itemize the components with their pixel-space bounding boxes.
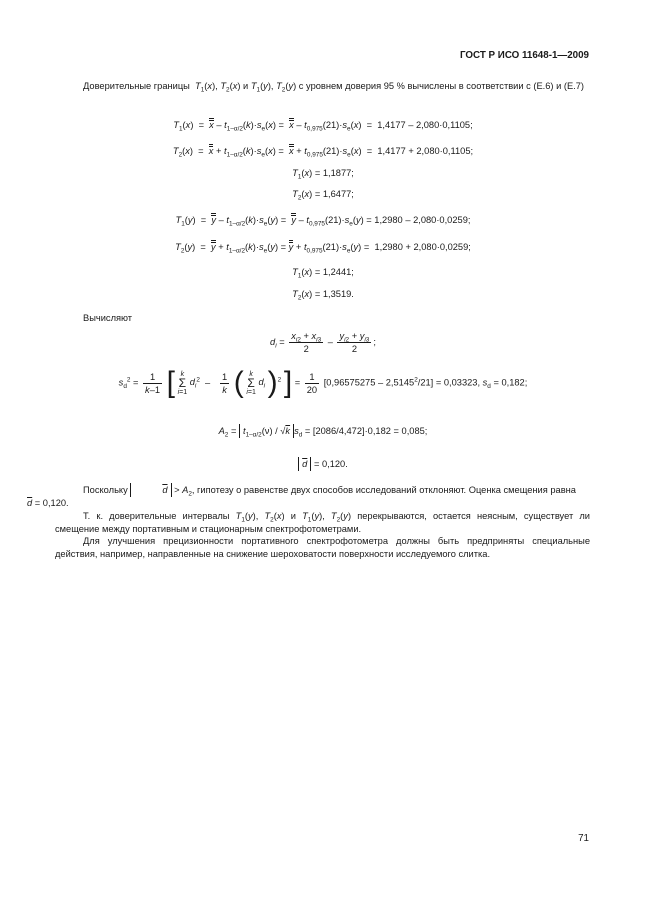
- formula-t2x: $T_2(x) = x + t_{1-\alpha/2}(k)\cdot s_e(x) = x + t_{0,975}(21)\cdot s_e(x) = 1,4177 + 2,080\cdot 0,1105$;: [172, 146, 474, 159]
- interval-paragraph: Т. к. доверительные интервалы $T_1(y)$, $T_2(x)$ и $T_1(y)$, $T_2(y)$ перекрываются, остается неясным, существует ли смещение между портативным и стационарным спектрофотометрами.: [55, 511, 590, 534]
- since-paragraph: Поскольку $\overline{d} > A_2$, гипотезу о равенстве двух способов исследований отклоняют. Оценка смещения равна $\overline{d} = 0,120$.: [27, 485, 576, 508]
- page-header: ГОСТ Р ИСО 11648-1—2009: [459, 50, 589, 61]
- fraction-y: $\frac{y_{i2} + y_{i3}}{2}$: [339, 331, 370, 354]
- result-t2x: $T_2(x) = 1,6477$;: [292, 189, 354, 202]
- result-t1x: $T_1(x) = 1,1877$;: [292, 168, 354, 181]
- result-t1y: $T_1(x) = 1,2441$;: [292, 267, 354, 280]
- formula-t1x: $T_1(x) = x - t_{1-\alpha/2}(k)\cdot s_e(x) = x - t_{0,975}(21)\cdot s_e(x) = 1,4177 - 2,080\cdot 0,1105$;: [173, 120, 473, 133]
- page-number: 71: [578, 833, 589, 844]
- formula-dbar: $\overline{d} = 0,120$.: [0, 457, 646, 471]
- fraction-x: $\frac{x_{i2} + x_{i3}}{2}$: [291, 331, 322, 354]
- result-t2y: $T_2(x) = 1,3519$.: [292, 289, 354, 302]
- formula-a2: $A_2 = t_{1-\alpha/2}(\nu) / √k$ $s_d = [2086/4,472]\cdot 0,182 = 0,085$;: [218, 426, 428, 439]
- improvement-paragraph: Для улучшения прецизионности портативного спектрофотометра должны быть предприняты специальные действия, например, направленные на снижение шероховатости поверхности исследуемого слитка.: [55, 536, 590, 559]
- formula-t1y: $T_1(y) = y - t_{1-\alpha/2}(k)\cdot s_e(y) = y - t_{0,975}(21)\cdot s_e(y) = 1,2980 - 2,080\cdot 0,0259$;: [175, 215, 471, 228]
- formula-sd: $s_d^2$ = $\frac{1}{k-1}$ [ k Σ i=1 $d_i^2$ – $\frac{1}{k}$ ( k Σ i=1 $d_i$ )$^2$ ] = $\frac{1}{20}$ $[0,96575275 - 2,5145^2/21] = 0,03323$, $s_d = 0,182$;: [118, 366, 528, 399]
- formula-t2y: $T_2(y) = y + t_{1-\alpha/2}(k)\cdot s_e(y) = y + t_{0,975}(21)\cdot s_e(y) = 1,2980 + 2,080\cdot 0,0259$;: [175, 242, 471, 255]
- formula-di: $d_i$ = $\frac{x_{i2} + x_{i3}}{2}$ – $\frac{y_{i2} + y_{i3}}{2}$ ;: [270, 331, 376, 354]
- compute-label: Вычисляют: [83, 313, 133, 323]
- intro-paragraph: Доверительные границы $T_1(x)$, $T_2(x)$ и $T_1(y)$, $T_2(y)$ с уровнем доверия 95 % вычислены в соответствии с (Е.6) и (Е.7): [83, 81, 585, 94]
